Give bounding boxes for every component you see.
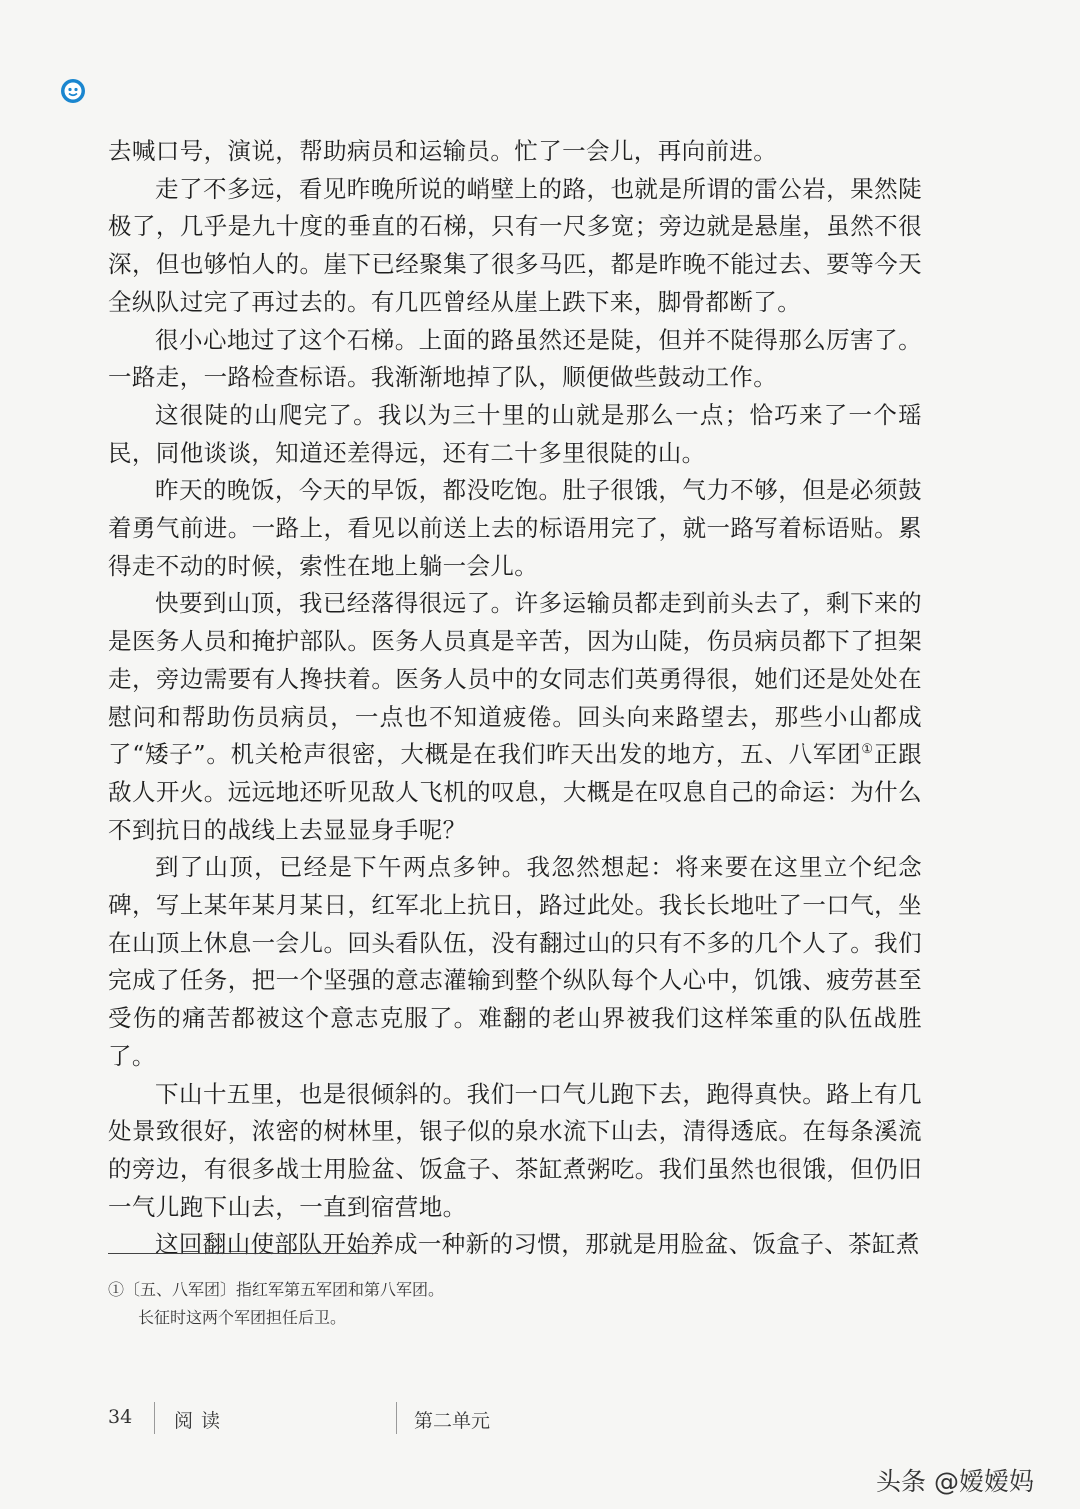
paragraph: 去喊口号，演说，帮助病员和运输员。忙了一会儿，再向前进。 — [108, 137, 778, 165]
page-footer — [108, 1402, 708, 1442]
paragraph: 昨天的晚饭，今天的早饭，都没吃饱。肚子很饿，气力不够，但是必须鼓着勇气前进。一路上，看见以前送上去的标语用完了，就一路写着标语贴。累得走不动的时候，索性在地上躺一会儿。 — [108, 476, 922, 580]
footnote-line: 长征时这两个军团担任后卫。 — [138, 1308, 347, 1327]
paragraph: 走了不多远，看见昨晚所说的峭壁上的路，也就是所谓的雷公岩，果然陡极了，几乎是九十度的垂直的石梯，只有一尺多宽；旁边就是悬崖，虽然不很深，但也够怕人的。崖下已经聚集了很多马匹，都是昨晚不能过去、要等今天全纵队过完了再过去的。有几匹曾经从崖上跌下来，脚骨都断了。 — [108, 174, 922, 316]
paragraph: 这回翻山使部队开始养成一种新的习惯，那就是用脸盆、饭盒子、茶缸煮 — [155, 1230, 920, 1259]
paragraph-text: 快要到山顶，我已经落得很远了。许多运输员都走到前头去了，剩下来的是医务人员和掩护部队。医务人员真是辛苦，因为山陡，伤员病员都下了担架走，旁边需要有人搀扶着。医务人员中的女同志们英勇得很，她们还是处处在慰问和帮助伤员病员，一点也不知道疲倦。回头向来路望去，那些小山都成了“矮子”。机关枪声很密，大概是在我们昨天出发的地方，五、八军团 — [108, 589, 922, 769]
paragraph-text: 正跟敌人开火。远远地还听见敌人飞机的叹息，大概是在叹息自己的命运：为什么不到抗日的战线上去显显身手呢？ — [108, 740, 922, 844]
paragraph: 这很陡的山爬完了。我以为三十里的山就是那么一点；恰巧来了一个瑶民，同他谈谈，知道还差得远，还有二十多里很陡的山。 — [108, 400, 922, 467]
footnote-divider — [108, 1253, 378, 1254]
footnote — [108, 1276, 608, 1332]
book-section: 阅读 — [174, 1410, 229, 1432]
footer-divider — [396, 1402, 397, 1434]
unit-label: 第二单元 — [414, 1410, 491, 1432]
watermark: 头条 @嫒嫒妈 — [876, 1467, 1034, 1496]
paragraph: 到了山顶，已经是下午两点多钟。我忽然想起：将来要在这里立个纪念碑，写上某年某月某日，红军北上抗日，路过此处。我长长地吐了一口气，坐在山顶上休息一会儿。回头看队伍，没有翻过山的只有不多的几个人了。我们完成了任务，把一个坚强的意志灌输到整个纵队每个人心中，饥饿、疲劳甚至受伤的痛苦都被这个意志克服了。难翻的老山界被我们这样笨重的队伍战胜了。 — [108, 853, 922, 1070]
smiley-face-icon — [60, 78, 86, 104]
page-number: 34 — [108, 1406, 133, 1428]
footnote-marker[interactable]: ① — [861, 742, 874, 758]
paragraph: 下山十五里，也是很倾斜的。我们一口气儿跑下去，跑得真快。路上有几处景致很好，浓密的树林里，银子似的泉水流下山去，清得透底。在每条溪流的旁边，有很多战士用脸盆、饭盒子、茶缸煮粥吃。我们虽然也很饿，但仍旧一气儿跑下山去，一直到宿营地。 — [108, 1079, 922, 1221]
footnote-line: ①〔五、八军团〕指红军第五军团和第八军团。 — [108, 1280, 445, 1299]
paragraph-with-footnote — [108, 585, 922, 849]
paragraph: 很小心地过了这个石梯。上面的路虽然还是陡，但并不陡得那么厉害了。一路走，一路检查标语。我渐渐地掉了队，顺便做些鼓动工作。 — [108, 325, 922, 392]
footer-divider — [154, 1402, 155, 1434]
body-text — [108, 133, 922, 1264]
